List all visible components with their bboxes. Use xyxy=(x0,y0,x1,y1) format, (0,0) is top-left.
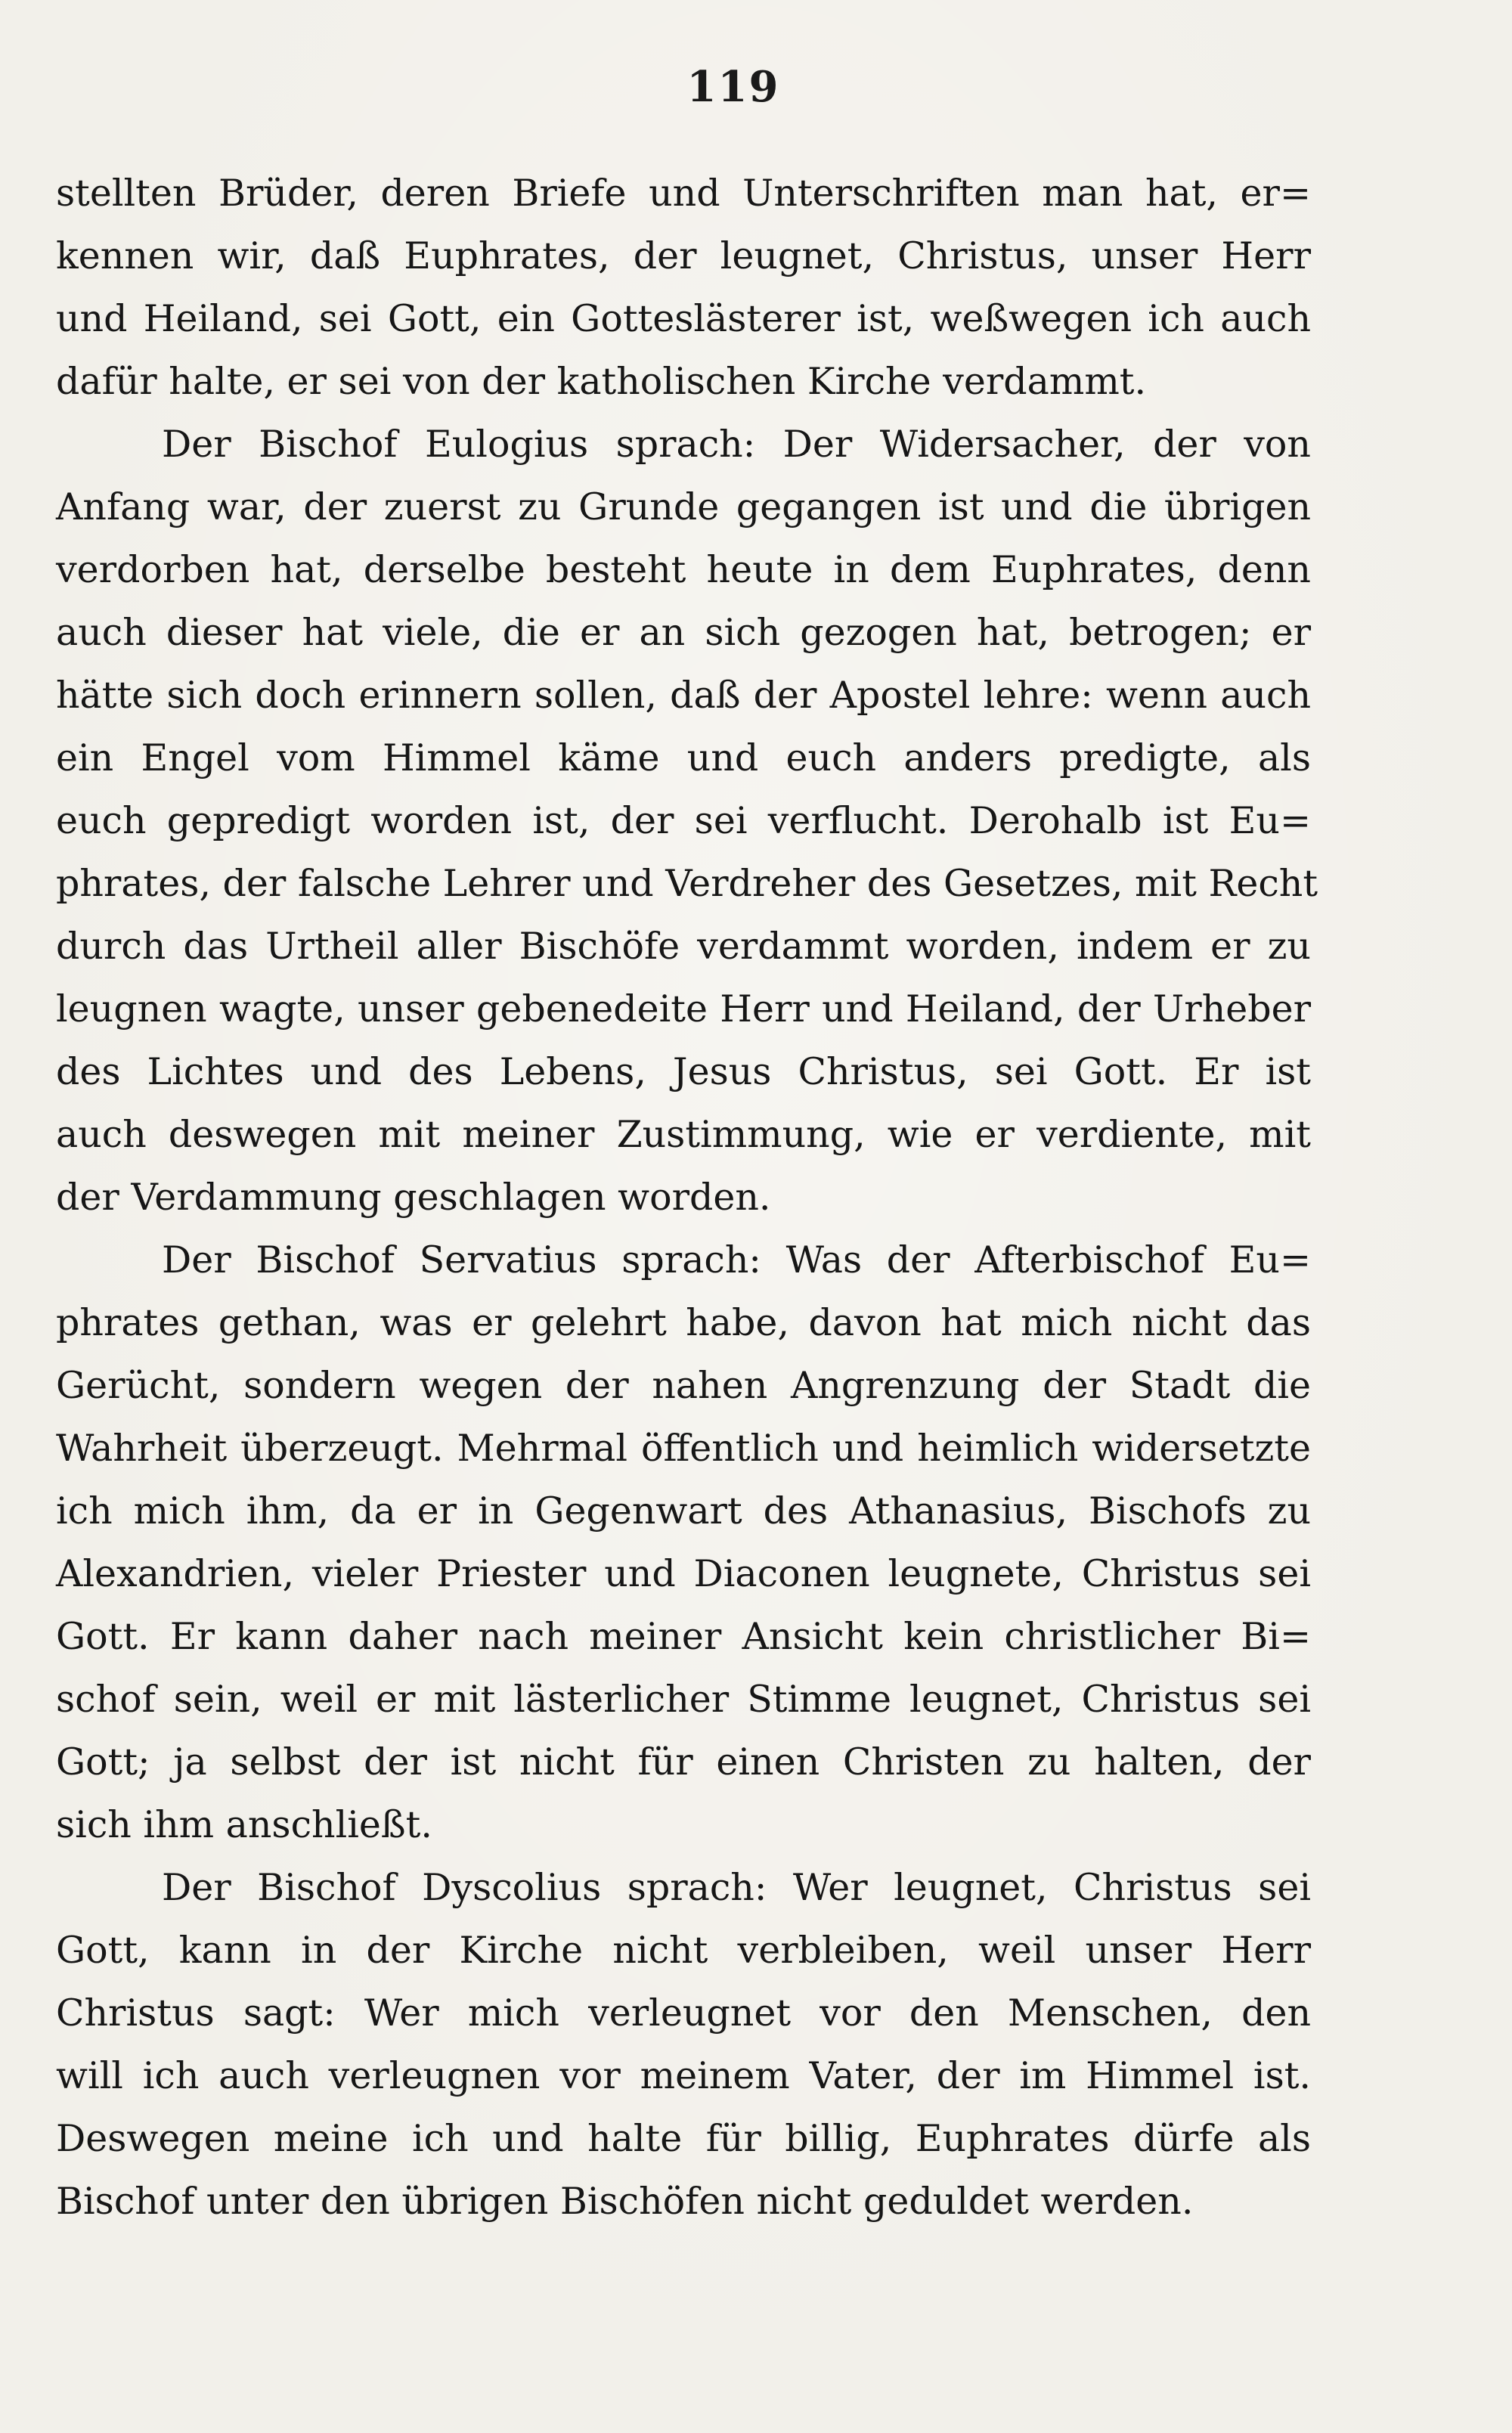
text-line: leugnen wagte, unser gebenedeite Herr und Heiland, der Urheber xyxy=(56,987,1311,1031)
text-line: auch deswegen mit meiner Zustimmung, wie er verdiente, mit xyxy=(56,1113,1311,1156)
text-line: Gott; ja selbst der ist nicht für einen Christen zu halten, der xyxy=(56,1740,1311,1784)
text-line: schof sein, weil er mit lästerlicher Stimme leugnet, Christus sei xyxy=(56,1678,1311,1721)
text-line: Der Bischof Dyscolius sprach: Wer leugnet, Christus sei xyxy=(162,1866,1311,1909)
text-line: Gott. Er kann daher nach meiner Ansicht kein christlicher Bi= xyxy=(56,1615,1311,1658)
text-line: kennen wir, daß Euphrates, der leugnet, Christus, unser Herr xyxy=(56,234,1311,277)
paragraph-eulogius xyxy=(56,413,1318,1229)
page-number: 119 xyxy=(686,62,780,112)
text-line: Der Bischof Servatius sprach: Was der Afterbischof Eu= xyxy=(162,1238,1311,1282)
text-line: stellten Brüder, deren Briefe und Unterschriften man hat, er= xyxy=(56,172,1311,215)
paragraph-dyscolius xyxy=(56,1856,1311,2233)
text-line: hätte sich doch erinnern sollen, daß der Apostel lehre: wenn auch xyxy=(56,674,1311,717)
text-line: Deswegen meine ich und halte für billig, Euphrates dürfe als xyxy=(56,2117,1311,2160)
text-line: Christus sagt: Wer mich verleugnet vor den Menschen, den xyxy=(56,1991,1311,2035)
paragraph-continuation xyxy=(56,162,1311,413)
text-line: ich mich ihm, da er in Gegenwart des Athanasius, Bischofs zu xyxy=(56,1489,1311,1533)
text-line: verdorben hat, derselbe besteht heute in dem Euphrates, denn xyxy=(56,548,1311,591)
text-line: Gott, kann in der Kirche nicht verbleiben, weil unser Herr xyxy=(56,1929,1311,1972)
text-line: sich ihm anschließt. xyxy=(56,1803,432,1846)
text-line: Bischof unter den übrigen Bischöfen nicht geduldet werden. xyxy=(56,2180,1194,2223)
text-line: des Lichtes und des Lebens, Jesus Christus, sei Gott. Er ist xyxy=(56,1050,1311,1093)
text-line: und Heiland, sei Gott, ein Gotteslästerer ist, weßwegen ich auch xyxy=(56,297,1311,340)
paragraph-servatius xyxy=(56,1229,1311,1856)
body-text xyxy=(56,162,1318,2233)
text-line: ein Engel vom Himmel käme und euch anders predigte, als xyxy=(56,736,1311,779)
text-line: auch dieser hat viele, die er an sich gezogen hat, betrogen; er xyxy=(56,611,1311,654)
text-line: Der Bischof Eulogius sprach: Der Widersacher, der von xyxy=(162,423,1311,466)
text-line: der Verdammung geschlagen worden. xyxy=(56,1176,771,1219)
text-line: phrates, der falsche Lehrer und Verdreher des Gesetzes, mit Recht xyxy=(56,862,1318,905)
text-line: Alexandrien, vieler Priester und Diaconen leugnete, Christus sei xyxy=(56,1552,1311,1595)
text-line: phrates gethan, was er gelehrt habe, davon hat mich nicht das xyxy=(56,1301,1311,1344)
text-line: Wahrheit überzeugt. Mehrmal öffentlich und heimlich widersetzte xyxy=(56,1427,1311,1470)
text-line: Gerücht, sondern wegen der nahen Angrenzung der Stadt die xyxy=(56,1364,1311,1407)
text-line: Anfang war, der zuerst zu Grunde gegangen ist und die übrigen xyxy=(56,485,1311,528)
text-line: euch gepredigt worden ist, der sei verflucht. Derohalb ist Eu= xyxy=(56,799,1311,842)
text-line: will ich auch verleugnen vor meinem Vater, der im Himmel ist. xyxy=(56,2054,1311,2097)
text-line: durch das Urtheil aller Bischöfe verdammt worden, indem er zu xyxy=(56,925,1311,968)
text-line: dafür halte, er sei von der katholischen Kirche verdammt. xyxy=(56,360,1147,403)
